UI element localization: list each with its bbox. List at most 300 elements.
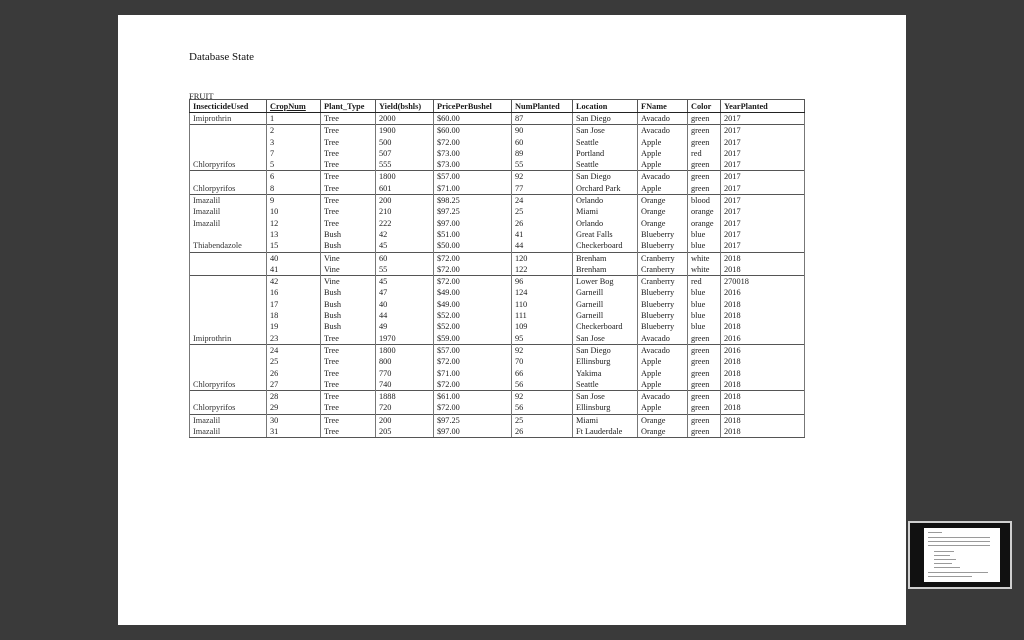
cell-yield: 740	[376, 379, 434, 391]
cell-numplanted: 26	[512, 218, 573, 229]
cell-color: red	[688, 148, 721, 159]
cell-color: orange	[688, 218, 721, 229]
cell-numplanted: 70	[512, 356, 573, 367]
cell-location: Garneill	[573, 310, 638, 321]
cell-insecticide	[190, 276, 267, 288]
cell-insecticide: Imazalil	[190, 414, 267, 426]
cell-cropnum: 25	[267, 356, 321, 367]
cell-yield: 770	[376, 368, 434, 379]
cell-color: green	[688, 414, 721, 426]
cell-fname: Apple	[638, 368, 688, 379]
cell-location: Lower Bog	[573, 276, 638, 288]
cell-fname: Avacado	[638, 125, 688, 137]
cell-year: 2018	[721, 426, 805, 438]
cell-numplanted: 56	[512, 402, 573, 414]
cell-numplanted: 92	[512, 344, 573, 356]
cell-price: $52.00	[434, 310, 512, 321]
table-row	[190, 414, 805, 426]
cell-price: $61.00	[434, 391, 512, 403]
cell-color: blue	[688, 240, 721, 252]
cell-price: $72.00	[434, 137, 512, 148]
cell-price: $51.00	[434, 229, 512, 240]
cell-numplanted: 66	[512, 368, 573, 379]
cell-cropnum: 3	[267, 137, 321, 148]
cell-year: 270018	[721, 276, 805, 288]
cell-yield: 800	[376, 356, 434, 367]
table-row	[190, 333, 805, 345]
cell-color: blue	[688, 299, 721, 310]
cell-fname: Orange	[638, 218, 688, 229]
cell-plant-type: Tree	[321, 148, 376, 159]
cell-cropnum: 27	[267, 379, 321, 391]
cell-fname: Apple	[638, 159, 688, 171]
cell-fname: Cranberry	[638, 276, 688, 288]
cell-numplanted: 87	[512, 113, 573, 125]
cell-fname: Apple	[638, 356, 688, 367]
table-row	[190, 125, 805, 137]
cell-fname: Blueberry	[638, 310, 688, 321]
cell-numplanted: 110	[512, 299, 573, 310]
page-thumbnail[interactable]	[908, 521, 1012, 589]
cell-plant-type: Tree	[321, 414, 376, 426]
cell-yield: 720	[376, 402, 434, 414]
table-row	[190, 287, 805, 298]
cell-year: 2018	[721, 264, 805, 276]
cell-insecticide: Imiprothrin	[190, 333, 267, 345]
cell-yield: 555	[376, 159, 434, 171]
cell-cropnum: 42	[267, 276, 321, 288]
cell-year: 2017	[721, 206, 805, 217]
cell-color: green	[688, 344, 721, 356]
cell-fname: Blueberry	[638, 287, 688, 298]
cell-cropnum: 29	[267, 402, 321, 414]
cell-year: 2017	[721, 171, 805, 183]
cell-price: $59.00	[434, 333, 512, 345]
table-row	[190, 159, 805, 171]
cell-insecticide	[190, 356, 267, 367]
cell-plant-type: Tree	[321, 183, 376, 195]
cell-fname: Orange	[638, 414, 688, 426]
cell-cropnum: 1	[267, 113, 321, 125]
cell-location: San Diego	[573, 344, 638, 356]
cell-numplanted: 109	[512, 321, 573, 332]
thumbnail-page-preview	[924, 528, 1000, 582]
cell-plant-type: Tree	[321, 368, 376, 379]
cell-insecticide	[190, 137, 267, 148]
col-header-year: YearPlanted	[721, 100, 805, 113]
cell-plant-type: Bush	[321, 299, 376, 310]
cell-price: $71.00	[434, 368, 512, 379]
cell-year: 2018	[721, 356, 805, 367]
cell-price: $57.00	[434, 344, 512, 356]
table-caption: FRUIT	[189, 91, 214, 101]
cell-numplanted: 95	[512, 333, 573, 345]
table-row	[190, 356, 805, 367]
cell-location: Ellinsburg	[573, 356, 638, 367]
cell-color: green	[688, 171, 721, 183]
cell-fname: Blueberry	[638, 240, 688, 252]
table-row	[190, 113, 805, 125]
cell-plant-type: Tree	[321, 159, 376, 171]
cell-cropnum: 28	[267, 391, 321, 403]
cell-yield: 500	[376, 137, 434, 148]
table-row	[190, 391, 805, 403]
cell-color: blue	[688, 310, 721, 321]
cell-numplanted: 122	[512, 264, 573, 276]
cell-plant-type: Tree	[321, 333, 376, 345]
cell-location: Seattle	[573, 379, 638, 391]
cell-location: Garneill	[573, 287, 638, 298]
table-row	[190, 276, 805, 288]
cell-insecticide	[190, 321, 267, 332]
col-header-yield: Yield(bshls)	[376, 100, 434, 113]
cell-yield: 47	[376, 287, 434, 298]
cell-insecticide: Thiabendazole	[190, 240, 267, 252]
table-header-row	[190, 100, 805, 113]
cell-insecticide: Chlorpyrifos	[190, 402, 267, 414]
cell-year: 2017	[721, 195, 805, 207]
cell-yield: 45	[376, 240, 434, 252]
cell-color: green	[688, 426, 721, 438]
cell-location: Miami	[573, 206, 638, 217]
table-row	[190, 299, 805, 310]
cell-plant-type: Vine	[321, 276, 376, 288]
cell-plant-type: Bush	[321, 321, 376, 332]
cell-yield: 1800	[376, 171, 434, 183]
cell-price: $72.00	[434, 379, 512, 391]
cell-plant-type: Tree	[321, 402, 376, 414]
cell-price: $72.00	[434, 264, 512, 276]
cell-insecticide	[190, 368, 267, 379]
table-row	[190, 137, 805, 148]
cell-year: 2017	[721, 229, 805, 240]
document-title: Database State	[189, 51, 255, 63]
cell-cropnum: 31	[267, 426, 321, 438]
cell-year: 2016	[721, 333, 805, 345]
cell-year: 2016	[721, 287, 805, 298]
col-header-insecticide: InsecticideUsed	[190, 100, 267, 113]
cell-color: white	[688, 252, 721, 264]
table-row	[190, 171, 805, 183]
cell-location: Miami	[573, 414, 638, 426]
cell-year: 2017	[721, 113, 805, 125]
cell-cropnum: 10	[267, 206, 321, 217]
cell-price: $98.25	[434, 195, 512, 207]
cell-fname: Avacado	[638, 171, 688, 183]
cell-location: Orlando	[573, 195, 638, 207]
cell-yield: 42	[376, 229, 434, 240]
cell-year: 2018	[721, 321, 805, 332]
table-row	[190, 195, 805, 207]
cell-year: 2017	[721, 159, 805, 171]
table-row	[190, 229, 805, 240]
cell-price: $50.00	[434, 240, 512, 252]
cell-numplanted: 124	[512, 287, 573, 298]
cell-cropnum: 15	[267, 240, 321, 252]
cell-fname: Apple	[638, 183, 688, 195]
cell-numplanted: 120	[512, 252, 573, 264]
cell-numplanted: 24	[512, 195, 573, 207]
cell-cropnum: 17	[267, 299, 321, 310]
cell-yield: 507	[376, 148, 434, 159]
cell-price: $97.00	[434, 426, 512, 438]
cell-insecticide: Chlorpyrifos	[190, 183, 267, 195]
cell-yield: 200	[376, 195, 434, 207]
cell-location: Portland	[573, 148, 638, 159]
cell-insecticide	[190, 287, 267, 298]
cell-location: Seattle	[573, 137, 638, 148]
cell-price: $72.00	[434, 402, 512, 414]
cell-price: $49.00	[434, 299, 512, 310]
cell-plant-type: Tree	[321, 195, 376, 207]
cell-yield: 49	[376, 321, 434, 332]
cell-plant-type: Bush	[321, 229, 376, 240]
cell-cropnum: 40	[267, 252, 321, 264]
cell-plant-type: Bush	[321, 287, 376, 298]
cell-yield: 45	[376, 276, 434, 288]
table-row	[190, 426, 805, 438]
cell-color: green	[688, 391, 721, 403]
cell-insecticide: Imazalil	[190, 218, 267, 229]
cell-year: 2018	[721, 379, 805, 391]
cell-fname: Cranberry	[638, 264, 688, 276]
cell-color: green	[688, 402, 721, 414]
cell-price: $60.00	[434, 125, 512, 137]
document-page	[118, 15, 906, 625]
cell-insecticide	[190, 344, 267, 356]
cell-plant-type: Tree	[321, 125, 376, 137]
cell-cropnum: 13	[267, 229, 321, 240]
cell-yield: 60	[376, 252, 434, 264]
cell-year: 2016	[721, 344, 805, 356]
cell-plant-type: Tree	[321, 206, 376, 217]
cell-insecticide	[190, 229, 267, 240]
cell-price: $72.00	[434, 276, 512, 288]
cell-fname: Orange	[638, 426, 688, 438]
table-row	[190, 310, 805, 321]
cell-color: green	[688, 113, 721, 125]
cell-cropnum: 30	[267, 414, 321, 426]
cell-numplanted: 90	[512, 125, 573, 137]
table-row	[190, 183, 805, 195]
cell-location: Checkerboard	[573, 240, 638, 252]
cell-plant-type: Tree	[321, 113, 376, 125]
cell-numplanted: 26	[512, 426, 573, 438]
cell-insecticide	[190, 391, 267, 403]
cell-color: green	[688, 368, 721, 379]
cell-numplanted: 89	[512, 148, 573, 159]
cell-fname: Apple	[638, 148, 688, 159]
cell-insecticide: Imazalil	[190, 206, 267, 217]
cell-numplanted: 44	[512, 240, 573, 252]
cell-location: Garneill	[573, 299, 638, 310]
cell-numplanted: 55	[512, 159, 573, 171]
cell-year: 2017	[721, 137, 805, 148]
cell-yield: 1800	[376, 344, 434, 356]
cell-plant-type: Bush	[321, 240, 376, 252]
cell-numplanted: 25	[512, 414, 573, 426]
cell-cropnum: 26	[267, 368, 321, 379]
cell-cropnum: 18	[267, 310, 321, 321]
cell-fname: Avacado	[638, 391, 688, 403]
cell-location: Brenham	[573, 264, 638, 276]
cell-insecticide: Imazalil	[190, 426, 267, 438]
cell-year: 2017	[721, 218, 805, 229]
cell-price: $72.00	[434, 356, 512, 367]
cell-numplanted: 77	[512, 183, 573, 195]
cell-year: 2018	[721, 391, 805, 403]
table-row	[190, 264, 805, 276]
cell-cropnum: 6	[267, 171, 321, 183]
cell-plant-type: Tree	[321, 344, 376, 356]
table-row	[190, 379, 805, 391]
cell-fname: Orange	[638, 195, 688, 207]
cell-year: 2017	[721, 240, 805, 252]
table-row	[190, 402, 805, 414]
cell-plant-type: Tree	[321, 218, 376, 229]
cell-yield: 200	[376, 414, 434, 426]
cell-fname: Blueberry	[638, 229, 688, 240]
cell-yield: 222	[376, 218, 434, 229]
col-header-fname: FName	[638, 100, 688, 113]
cell-color: green	[688, 356, 721, 367]
col-header-plant-type: Plant_Type	[321, 100, 376, 113]
cell-price: $73.00	[434, 159, 512, 171]
cell-cropnum: 23	[267, 333, 321, 345]
cell-price: $72.00	[434, 252, 512, 264]
cell-year: 2018	[721, 414, 805, 426]
cell-numplanted: 111	[512, 310, 573, 321]
cell-year: 2017	[721, 125, 805, 137]
cell-color: white	[688, 264, 721, 276]
col-header-color: Color	[688, 100, 721, 113]
col-header-price: PricePerBushel	[434, 100, 512, 113]
table-body	[190, 113, 805, 438]
cell-insecticide: Chlorpyrifos	[190, 159, 267, 171]
cell-color: blood	[688, 195, 721, 207]
cell-price: $52.00	[434, 321, 512, 332]
table-row	[190, 148, 805, 159]
cell-price: $57.00	[434, 171, 512, 183]
fruit-table	[189, 99, 805, 438]
cell-plant-type: Tree	[321, 379, 376, 391]
cell-year: 2018	[721, 252, 805, 264]
cell-location: Yakima	[573, 368, 638, 379]
cell-numplanted: 92	[512, 391, 573, 403]
table-row	[190, 368, 805, 379]
cell-insecticide	[190, 171, 267, 183]
cell-year: 2018	[721, 368, 805, 379]
cell-insecticide	[190, 125, 267, 137]
cell-numplanted: 60	[512, 137, 573, 148]
table-row	[190, 218, 805, 229]
cell-numplanted: 25	[512, 206, 573, 217]
cell-color: blue	[688, 321, 721, 332]
cell-yield: 1888	[376, 391, 434, 403]
cell-location: Orlando	[573, 218, 638, 229]
cell-year: 2018	[721, 310, 805, 321]
table-row	[190, 321, 805, 332]
col-header-cropnum: CropNum	[267, 100, 321, 113]
cell-location: Brenham	[573, 252, 638, 264]
cell-cropnum: 24	[267, 344, 321, 356]
cell-plant-type: Vine	[321, 252, 376, 264]
cell-color: green	[688, 159, 721, 171]
cell-plant-type: Tree	[321, 426, 376, 438]
cell-insecticide: Chlorpyrifos	[190, 379, 267, 391]
cell-fname: Apple	[638, 137, 688, 148]
cell-cropnum: 16	[267, 287, 321, 298]
cell-insecticide: Imiprothrin	[190, 113, 267, 125]
cell-year: 2017	[721, 148, 805, 159]
cell-cropnum: 7	[267, 148, 321, 159]
cell-color: red	[688, 276, 721, 288]
col-header-location: Location	[573, 100, 638, 113]
cell-plant-type: Tree	[321, 356, 376, 367]
cell-fname: Avacado	[638, 113, 688, 125]
cell-numplanted: 92	[512, 171, 573, 183]
col-header-numplanted: NumPlanted	[512, 100, 573, 113]
cell-cropnum: 2	[267, 125, 321, 137]
table-row	[190, 252, 805, 264]
cell-insecticide	[190, 264, 267, 276]
table-row	[190, 344, 805, 356]
table-row	[190, 240, 805, 252]
cell-plant-type: Tree	[321, 391, 376, 403]
cell-price: $73.00	[434, 148, 512, 159]
cell-cropnum: 41	[267, 264, 321, 276]
cell-insecticide: Imazalil	[190, 195, 267, 207]
cell-fname: Avacado	[638, 333, 688, 345]
cell-location: San Jose	[573, 333, 638, 345]
cell-yield: 40	[376, 299, 434, 310]
cell-year: 2018	[721, 402, 805, 414]
cell-location: Checkerboard	[573, 321, 638, 332]
table-row	[190, 206, 805, 217]
cell-color: green	[688, 183, 721, 195]
cell-location: Ft Lauderdale	[573, 426, 638, 438]
cell-location: Orchard Park	[573, 183, 638, 195]
cell-price: $97.25	[434, 414, 512, 426]
cell-location: Seattle	[573, 159, 638, 171]
cell-fname: Cranberry	[638, 252, 688, 264]
cell-price: $60.00	[434, 113, 512, 125]
cell-plant-type: Tree	[321, 171, 376, 183]
cell-cropnum: 12	[267, 218, 321, 229]
cell-location: San Diego	[573, 113, 638, 125]
cell-numplanted: 41	[512, 229, 573, 240]
cell-plant-type: Tree	[321, 137, 376, 148]
cell-location: Great Falls	[573, 229, 638, 240]
cell-fname: Avacado	[638, 344, 688, 356]
cell-insecticide	[190, 299, 267, 310]
cell-price: $97.25	[434, 206, 512, 217]
cell-yield: 205	[376, 426, 434, 438]
cell-color: blue	[688, 287, 721, 298]
cell-cropnum: 5	[267, 159, 321, 171]
cell-fname: Blueberry	[638, 299, 688, 310]
cell-plant-type: Bush	[321, 310, 376, 321]
cell-location: San Diego	[573, 171, 638, 183]
cell-numplanted: 56	[512, 379, 573, 391]
cell-numplanted: 96	[512, 276, 573, 288]
cell-insecticide	[190, 148, 267, 159]
cell-insecticide	[190, 310, 267, 321]
cell-yield: 1970	[376, 333, 434, 345]
cell-location: Ellinsburg	[573, 402, 638, 414]
cell-fname: Blueberry	[638, 321, 688, 332]
cell-price: $49.00	[434, 287, 512, 298]
